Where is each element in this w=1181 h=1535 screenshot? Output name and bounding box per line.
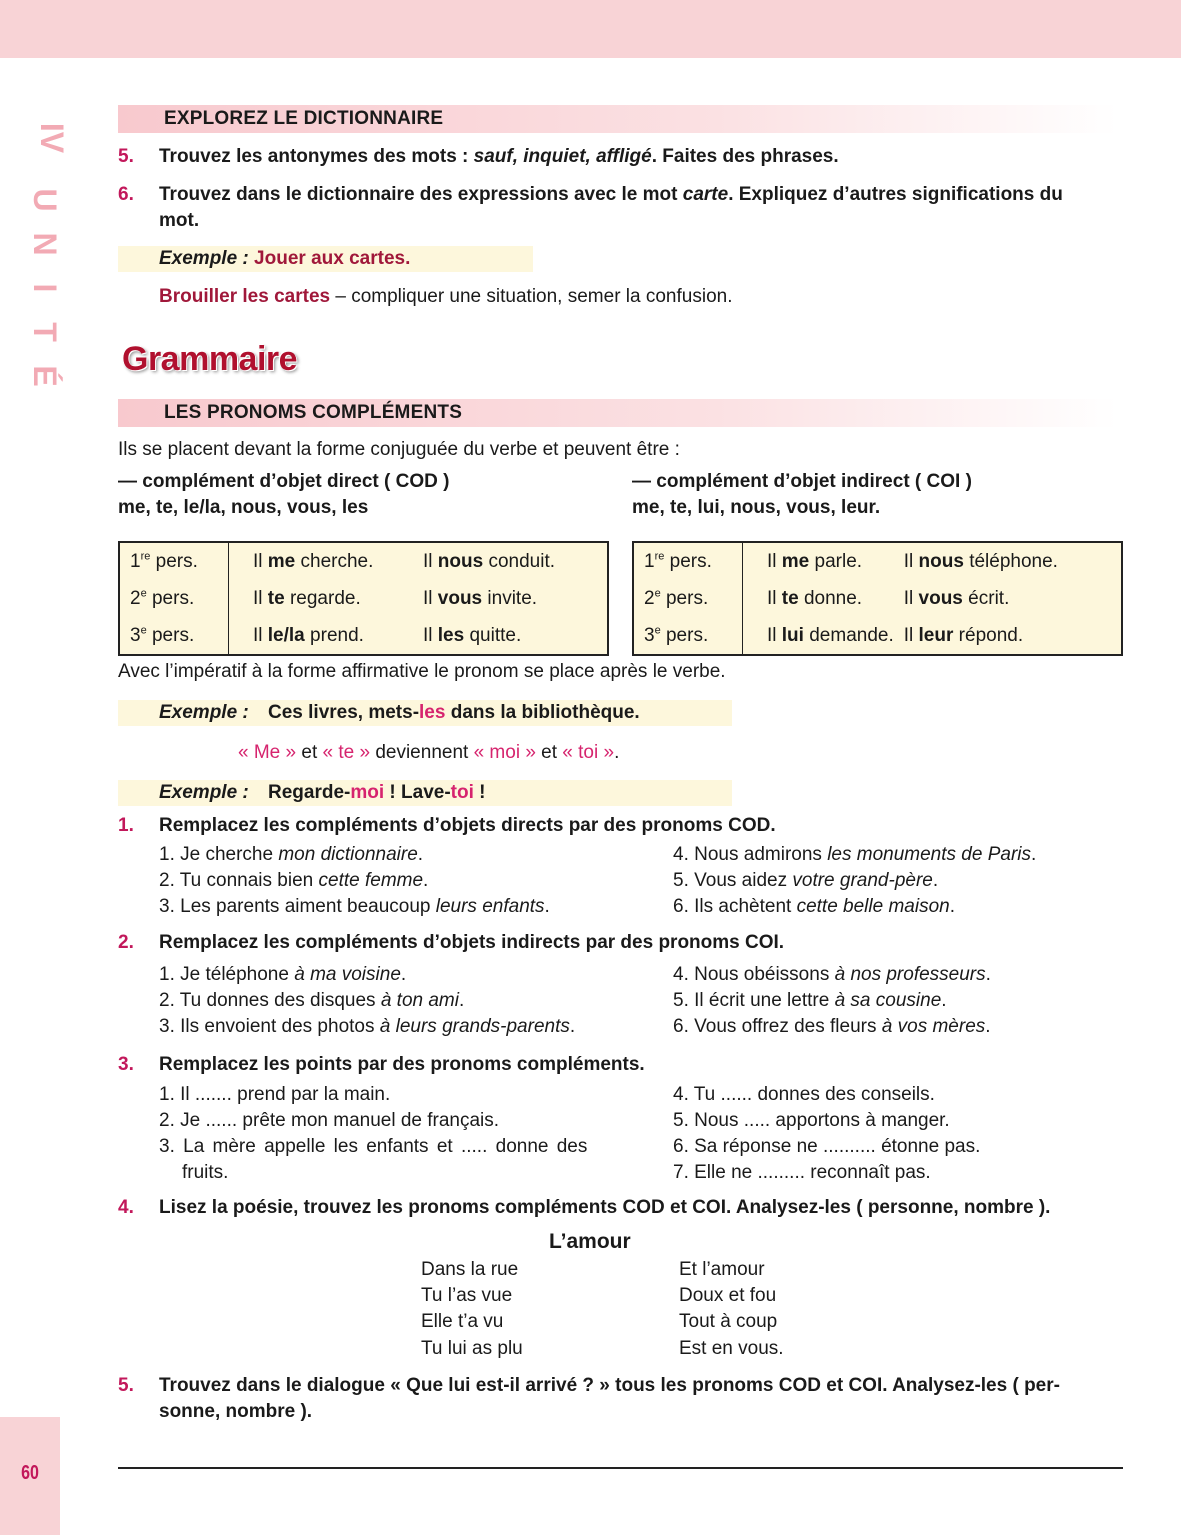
example-label: Exemple : xyxy=(159,702,249,723)
brouiller-definition xyxy=(159,284,732,310)
person-label: 1re pers. xyxy=(130,550,198,572)
exercise-3-item: 2. Je ...... prête mon manuel de français. xyxy=(159,1110,500,1131)
person-label: 1re pers. xyxy=(644,550,712,572)
exercise-item: 4. Nous admirons les monuments de Paris. xyxy=(673,844,1037,865)
poem-line: Est en vous. xyxy=(679,1338,784,1359)
poem-line: Elle t’a vu xyxy=(421,1311,504,1332)
exercise-item: 5. Vous aidez votre grand-père. xyxy=(673,870,939,891)
pronoun-row xyxy=(119,542,608,580)
exercise-5-title-cont: sonne, nombre ). xyxy=(159,1401,313,1422)
example-text: Ces livres, mets-les dans la bibliothèque. xyxy=(268,702,640,723)
exercise-instruction: Trouvez dans le dictionnaire des expressions avec le mot carte. Expliquez d’autres significations du xyxy=(159,184,1063,205)
exercise-item: 4. Nous obéissons à nos professeurs. xyxy=(673,964,991,985)
exercise-instruction-cont: mot. xyxy=(159,210,200,231)
pronoun-example: Il leur répond. xyxy=(903,624,1024,646)
exercise-item: 3. Les parents aiment beaucoup leurs enfants. xyxy=(159,896,550,917)
exercise-4-title: 4. Lisez la poésie, trouvez les pronoms compléments COD et COI. Analysez-les ( personne, nombre ). xyxy=(118,1197,1051,1218)
exercise-item: 1. Je cherche mon dictionnaire. xyxy=(159,844,424,865)
pronoun-example: Il vous invite. xyxy=(423,587,538,609)
exercise-item: 1. Je téléphone à ma voisine. xyxy=(159,964,407,985)
exercise-item: 5. Il écrit une lettre à sa cousine. xyxy=(673,990,947,1011)
page-number: 60 xyxy=(21,1462,39,1484)
pronoun-example: Il te donne. xyxy=(767,587,863,609)
poem-line: Dans la rue xyxy=(421,1259,519,1280)
pronoun-example: Il les quitte. xyxy=(423,624,522,646)
section-bar-pronouns xyxy=(118,399,1118,427)
grammar-heading: Grammaire xyxy=(122,340,298,378)
exercise-number: 6. xyxy=(118,184,134,205)
exercise-item: 2. Tu donnes des disques à ton ami. xyxy=(159,990,465,1011)
poem-line: Tu lui as plu xyxy=(421,1338,523,1359)
pronoun-example: Il nous téléphone. xyxy=(903,550,1058,572)
exercise-item: 3. Ils envoient des photos à leurs grands-parents. xyxy=(159,1016,576,1037)
grammar-intro: Ils se placent devant la forme conjuguée du verbe et peuvent être : xyxy=(118,439,680,460)
example-text: Jouer aux cartes. xyxy=(254,248,411,269)
footer-rule xyxy=(118,1467,1123,1469)
pronoun-example: Il le/la prend. xyxy=(253,624,364,646)
poem-line: Tu l’as vue xyxy=(421,1285,513,1306)
exercise-3-item: 1. Il ....... prend par la main. xyxy=(159,1084,391,1105)
coi-list: me, te, lui, nous, vous, leur. xyxy=(632,497,881,518)
pronoun-example: Il lui demande. xyxy=(767,624,894,646)
exercise-5-title: 5. Trouvez dans le dialogue « Que lui est-il arrivé ? » tous les pronoms COD et COI. Analysez-les ( per- xyxy=(118,1375,1060,1396)
imperative-note: Avec l’impératif à la forme affirmative le pronom se place après le verbe. xyxy=(118,661,726,682)
pronoun-row xyxy=(633,542,1122,580)
example-imperative-2 xyxy=(159,780,486,806)
person-label: 3e pers. xyxy=(130,624,195,646)
exercise-item: 6. Ils achètent cette belle maison. xyxy=(673,896,956,917)
exercise-3-item: 5. Nous ..... apportons à manger. xyxy=(673,1110,950,1131)
pronoun-example: Il nous conduit. xyxy=(423,550,555,572)
pronoun-example: Il me cherche. xyxy=(253,550,374,572)
pronoun-example: Il vous écrit. xyxy=(903,587,1010,609)
exercise-3-item: 7. Elle ne ......... reconnaît pas. xyxy=(673,1162,931,1183)
example-cartes xyxy=(159,246,410,272)
person-label: 2e pers. xyxy=(130,587,195,609)
exercise-explore-6 xyxy=(118,182,1063,208)
section-title-pronouns: LES PRONOMS COMPLÉMENTS xyxy=(164,402,463,423)
exercise-item: 6. Vous offrez des fleurs à vos mères. xyxy=(673,1016,991,1037)
exercise-2-title: 2. Remplacez les compléments d’objets indirects par des pronoms COI. xyxy=(118,932,785,953)
poem-line: Tout à coup xyxy=(679,1311,778,1332)
exercise-3-item: 6. Sa réponse ne .......... étonne pas. xyxy=(673,1136,981,1157)
pronoun-row xyxy=(633,617,1122,655)
exercise-3-item-cont: fruits. xyxy=(182,1162,229,1183)
idiom-term: Brouiller les cartes xyxy=(159,286,331,307)
cod-table xyxy=(118,541,609,656)
pronoun-row xyxy=(633,580,1122,617)
exercise-3-item: 3. La mère appelle les enfants et ..... donne des xyxy=(159,1136,588,1157)
exercise-1-title: 1. Remplacez les compléments d’objets directs par des pronoms COD. xyxy=(118,815,776,836)
poem-line: Doux et fou xyxy=(679,1285,777,1306)
pronoun-row xyxy=(119,617,608,655)
person-label: 3e pers. xyxy=(644,624,709,646)
pronoun-row xyxy=(119,580,608,617)
unit-label-letters: IV U N I T É xyxy=(27,122,70,387)
exercise-3-item: 4. Tu ...... donnes des conseils. xyxy=(673,1084,935,1105)
section-title-explore: EXPLOREZ LE DICTIONNAIRE xyxy=(164,108,444,129)
exercise-explore-5 xyxy=(118,144,839,170)
example-label: Exemple : xyxy=(159,248,255,269)
cod-title: — complément d’objet direct ( COD ) xyxy=(118,471,450,492)
me-te-rule: « Me » et « te » deviennent « moi » et « toi ». xyxy=(238,742,620,763)
pronoun-example: Il me parle. xyxy=(767,550,863,572)
exercise-item: 2. Tu connais bien cette femme. xyxy=(159,870,429,891)
poem-line: Et l’amour xyxy=(679,1259,765,1280)
poem-title: L’amour xyxy=(549,1230,631,1253)
top-band xyxy=(0,0,1181,58)
exercise-number: 5. xyxy=(118,146,134,167)
coi-table xyxy=(632,541,1123,656)
unit-label xyxy=(22,108,68,398)
section-bar-explore xyxy=(118,105,1118,133)
pronoun-example: Il te regarde. xyxy=(253,587,361,609)
exercise-3-title: 3. Remplacez les points par des pronoms compléments. xyxy=(118,1054,645,1075)
coi-title: — complément d’objet indirect ( COI ) xyxy=(632,471,972,492)
example-label: Exemple : xyxy=(159,782,249,803)
cod-list: me, te, le/la, nous, vous, les xyxy=(118,497,369,518)
exercise-instruction: Trouvez les antonymes des mots : sauf, inquiet, affligé. Faites des phrases. xyxy=(159,146,839,167)
example-text: Regarde-moi ! Lave-toi ! xyxy=(268,782,486,803)
idiom-definition: – compliquer une situation, semer la confusion. xyxy=(330,286,733,307)
person-label: 2e pers. xyxy=(644,587,709,609)
example-imperative-1 xyxy=(159,700,640,726)
